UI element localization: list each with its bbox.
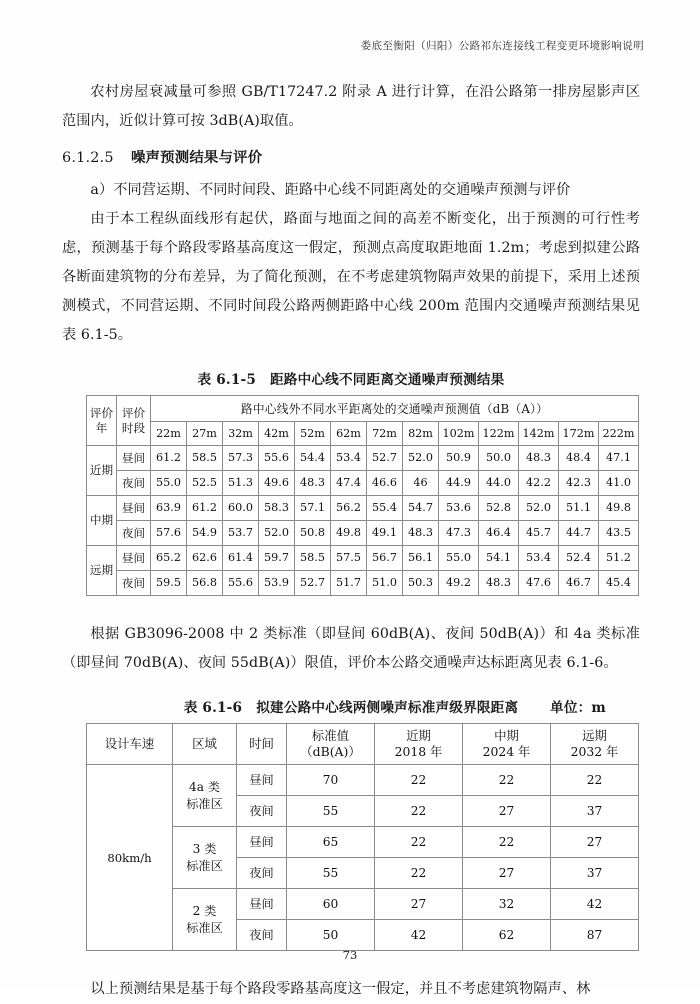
paragraph-rural-house-attenuation: 农村房屋衰减量可参照 GB/T17247.2 附录 A 进行计算，在沿公路第一排房屋影声区范围内，近似计算可按 3dB(A)取值。 bbox=[62, 84, 640, 129]
cell-standard: 55 bbox=[287, 858, 375, 889]
table-6-1-6-caption-wrap bbox=[62, 696, 640, 716]
cell-value: 44.0 bbox=[479, 471, 519, 496]
section-title: 噪声预测结果与评价 bbox=[130, 149, 263, 166]
cell-value: 44.7 bbox=[559, 521, 599, 546]
cell-value: 57.5 bbox=[331, 546, 367, 571]
header-distance-32m: 32m bbox=[223, 422, 259, 446]
cell-far: 42 bbox=[551, 889, 639, 920]
cell-value: 59.5 bbox=[151, 571, 187, 596]
cell-value: 58.5 bbox=[295, 546, 331, 571]
cell-value: 61.2 bbox=[187, 496, 223, 521]
cell-near: 22 bbox=[375, 858, 463, 889]
cell-far: 37 bbox=[551, 796, 639, 827]
cell-standard: 55 bbox=[287, 796, 375, 827]
cell-value: 52.5 bbox=[187, 471, 223, 496]
header-mid-term-line1: 中期 bbox=[494, 728, 519, 743]
cell-value: 53.4 bbox=[519, 546, 559, 571]
header-far-term bbox=[551, 724, 639, 765]
cell-value: 58.5 bbox=[187, 446, 223, 471]
cell-zone-2 bbox=[173, 889, 237, 951]
paragraph-item-a: a）不同营运期、不同时间段、距路中心线不同距离处的交通噪声预测与评价 bbox=[90, 182, 571, 198]
cell-value: 55.6 bbox=[259, 446, 295, 471]
header-distance-172m: 172m bbox=[559, 422, 599, 446]
header-distance-group: 路中心线外不同水平距离处的交通噪声预测值（dB（A）） bbox=[151, 396, 639, 422]
header-near-term-line1: 近期 bbox=[406, 728, 431, 743]
cell-value: 52.0 bbox=[519, 496, 559, 521]
header-distance-102m: 102m bbox=[439, 422, 479, 446]
cell-value: 51.0 bbox=[367, 571, 403, 596]
cell-year-far: 远期 bbox=[87, 546, 117, 596]
header-far-term-line1: 远期 bbox=[582, 728, 607, 743]
cell-value: 52.7 bbox=[367, 446, 403, 471]
paragraph-gb3096-standards: 根据 GB3096-2008 中 2 类标准（即昼间 60dB(A)、夜间 50dB(A)）和 4a 类标准（即昼间 70dB(A)、夜间 55dB(A)）限值，评价本公路交通噪声达标距离见表 6.1-6。 bbox=[62, 626, 640, 671]
cell-value: 54.9 bbox=[187, 521, 223, 546]
header-distance-52m: 52m bbox=[295, 422, 331, 446]
zone-4a-line1: 4a 类 bbox=[188, 779, 221, 794]
table-header-row bbox=[87, 724, 639, 765]
table-row bbox=[87, 571, 639, 596]
cell-value: 46 bbox=[403, 471, 439, 496]
header-far-term-year: 2032 年 bbox=[570, 744, 619, 759]
header-standard-value-line2: （dB(A)） bbox=[300, 744, 361, 759]
running-header: 娄底至衡阳（归阳）公路祁东连接线工程变更环境影响说明 bbox=[360, 40, 644, 52]
header-distance-82m: 82m bbox=[403, 422, 439, 446]
cell-value: 57.1 bbox=[295, 496, 331, 521]
zone-3-line1: 3 类 bbox=[192, 841, 217, 856]
cell-year-mid: 中期 bbox=[87, 496, 117, 546]
cell-period: 夜间 bbox=[117, 521, 151, 546]
cell-time: 夜间 bbox=[237, 796, 287, 827]
zone-4a-line2: 标准区 bbox=[186, 796, 223, 811]
cell-value: 63.9 bbox=[151, 496, 187, 521]
table-row bbox=[87, 765, 639, 796]
cell-value: 61.4 bbox=[223, 546, 259, 571]
cell-zone-4a bbox=[173, 765, 237, 827]
cell-value: 41.0 bbox=[599, 471, 639, 496]
cell-value: 52.0 bbox=[403, 446, 439, 471]
cell-value: 55.0 bbox=[439, 546, 479, 571]
header-time bbox=[237, 724, 287, 765]
header-evaluation-period: 评价时段 bbox=[117, 396, 151, 446]
cell-time: 昼间 bbox=[237, 889, 287, 920]
cell-value: 55.0 bbox=[151, 471, 187, 496]
table-row bbox=[87, 546, 639, 571]
section-number: 6.1.2.5 bbox=[62, 150, 114, 166]
header-distance-222m: 222m bbox=[599, 422, 639, 446]
cell-value: 55.6 bbox=[223, 571, 259, 596]
zone-3-line2: 标准区 bbox=[186, 858, 223, 873]
cell-value: 52.7 bbox=[295, 571, 331, 596]
cell-value: 58.3 bbox=[259, 496, 295, 521]
paragraph-prediction-assumptions: 由于本工程纵面线形有起伏，路面与地面之间的高差不断变化，出于预测的可行性考虑，预测基于每个路段零路基高度这一假定，预测点高度取距地面 1.2m；考虑到拟建公路各断面建筑物的分布差异，为了简化预测，在不考虑建筑物隔声效果的前提下，采用上述预测模式，不同营运期、不同时间段公路两侧距路中心线 200m 范围内交通噪声预测结果见表 6.1-5。 bbox=[62, 211, 640, 343]
cell-value: 51.3 bbox=[223, 471, 259, 496]
header-zone bbox=[173, 724, 237, 765]
cell-period: 夜间 bbox=[117, 571, 151, 596]
cell-value: 50.8 bbox=[295, 521, 331, 546]
header-design-speed-line1: 设计车速 bbox=[104, 736, 155, 751]
table-6-1-6-caption-title: 拟建公路中心线两侧噪声标准声级界限距离 bbox=[256, 700, 519, 716]
header-design-speed bbox=[87, 724, 173, 765]
cell-time: 昼间 bbox=[237, 827, 287, 858]
paragraph-closing-note: 以上预测结果是基于每个路段零路基高度这一假定，并且不考虑建筑物隔声、林 bbox=[90, 981, 591, 997]
cell-standard: 70 bbox=[287, 765, 375, 796]
table-noise-prediction-by-distance bbox=[86, 395, 639, 596]
cell-value: 54.4 bbox=[295, 446, 331, 471]
header-standard-value-line1: 标准值 bbox=[311, 728, 350, 743]
cell-standard: 50 bbox=[287, 920, 375, 951]
zone-2-line2: 标准区 bbox=[186, 920, 223, 935]
table-row bbox=[87, 471, 639, 496]
header-distance-72m: 72m bbox=[367, 422, 403, 446]
cell-value: 48.4 bbox=[559, 446, 599, 471]
cell-far: 27 bbox=[551, 827, 639, 858]
table-row bbox=[87, 446, 639, 471]
header-mid-term bbox=[463, 724, 551, 765]
table-header-row-distances bbox=[87, 422, 639, 446]
table-6-1-5-caption bbox=[62, 368, 640, 388]
cell-value: 53.7 bbox=[223, 521, 259, 546]
cell-mid: 27 bbox=[463, 796, 551, 827]
section-heading-6-1-2-5 bbox=[62, 144, 640, 172]
cell-value: 60.0 bbox=[223, 496, 259, 521]
cell-value: 46.6 bbox=[367, 471, 403, 496]
cell-mid: 27 bbox=[463, 858, 551, 889]
header-mid-term-year: 2024 年 bbox=[482, 744, 531, 759]
cell-mid: 32 bbox=[463, 889, 551, 920]
cell-value: 50.0 bbox=[479, 446, 519, 471]
cell-value: 45.7 bbox=[519, 521, 559, 546]
table-6-1-6-caption bbox=[62, 696, 640, 716]
cell-far: 22 bbox=[551, 765, 639, 796]
cell-value: 47.1 bbox=[599, 446, 639, 471]
cell-value: 54.1 bbox=[479, 546, 519, 571]
cell-near: 22 bbox=[375, 796, 463, 827]
cell-value: 45.4 bbox=[599, 571, 639, 596]
cell-value: 49.1 bbox=[367, 521, 403, 546]
header-evaluation-year: 评价年 bbox=[87, 396, 117, 446]
cell-value: 48.3 bbox=[403, 521, 439, 546]
cell-value: 43.5 bbox=[599, 521, 639, 546]
table-row bbox=[87, 496, 639, 521]
cell-near: 42 bbox=[375, 920, 463, 951]
header-distance-142m: 142m bbox=[519, 422, 559, 446]
cell-value: 51.2 bbox=[599, 546, 639, 571]
cell-value: 47.6 bbox=[519, 571, 559, 596]
table-6-1-5-caption-title: 距路中心线不同距离交通噪声预测结果 bbox=[269, 372, 505, 388]
header-distance-22m: 22m bbox=[151, 422, 187, 446]
cell-value: 57.3 bbox=[223, 446, 259, 471]
header-standard-value bbox=[287, 724, 375, 765]
page-number: 73 bbox=[342, 948, 358, 962]
cell-value: 52.4 bbox=[559, 546, 599, 571]
header-near-term bbox=[375, 724, 463, 765]
cell-value: 49.6 bbox=[259, 471, 295, 496]
cell-value: 48.3 bbox=[295, 471, 331, 496]
cell-value: 52.0 bbox=[259, 521, 295, 546]
cell-mid: 22 bbox=[463, 827, 551, 858]
cell-value: 57.6 bbox=[151, 521, 187, 546]
cell-near: 27 bbox=[375, 889, 463, 920]
cell-value: 53.9 bbox=[259, 571, 295, 596]
cell-value: 48.3 bbox=[519, 446, 559, 471]
cell-value: 53.4 bbox=[331, 446, 367, 471]
cell-time: 昼间 bbox=[237, 765, 287, 796]
cell-zone-3 bbox=[173, 827, 237, 889]
cell-mid: 22 bbox=[463, 765, 551, 796]
cell-value: 56.8 bbox=[187, 571, 223, 596]
cell-value: 48.3 bbox=[479, 571, 519, 596]
cell-value: 56.1 bbox=[403, 546, 439, 571]
cell-time: 夜间 bbox=[237, 858, 287, 889]
cell-period: 昼间 bbox=[117, 546, 151, 571]
cell-value: 49.2 bbox=[439, 571, 479, 596]
cell-design-speed: 80km/h bbox=[87, 765, 173, 951]
table-noise-limit-boundary-distance bbox=[86, 723, 639, 951]
cell-value: 49.8 bbox=[599, 496, 639, 521]
cell-time: 夜间 bbox=[237, 920, 287, 951]
cell-value: 46.4 bbox=[479, 521, 519, 546]
cell-value: 50.3 bbox=[403, 571, 439, 596]
cell-value: 53.6 bbox=[439, 496, 479, 521]
cell-value: 47.4 bbox=[331, 471, 367, 496]
cell-value: 65.2 bbox=[151, 546, 187, 571]
cell-value: 44.9 bbox=[439, 471, 479, 496]
cell-near: 22 bbox=[375, 765, 463, 796]
cell-far: 87 bbox=[551, 920, 639, 951]
cell-far: 37 bbox=[551, 858, 639, 889]
cell-value: 59.7 bbox=[259, 546, 295, 571]
cell-standard: 65 bbox=[287, 827, 375, 858]
header-time-line1: 时间 bbox=[249, 736, 274, 751]
cell-value: 46.7 bbox=[559, 571, 599, 596]
table-6-1-6-caption-number: 表 6.1-6 bbox=[183, 700, 243, 716]
cell-value: 42.3 bbox=[559, 471, 599, 496]
cell-value: 56.2 bbox=[331, 496, 367, 521]
cell-mid: 62 bbox=[463, 920, 551, 951]
header-distance-62m: 62m bbox=[331, 422, 367, 446]
table-6-1-5-caption-wrap bbox=[62, 368, 640, 388]
cell-value: 49.8 bbox=[331, 521, 367, 546]
zone-2-line1: 2 类 bbox=[192, 903, 217, 918]
cell-near: 22 bbox=[375, 827, 463, 858]
cell-standard: 60 bbox=[287, 889, 375, 920]
cell-value: 61.2 bbox=[151, 446, 187, 471]
header-distance-27m: 27m bbox=[187, 422, 223, 446]
cell-value: 52.8 bbox=[479, 496, 519, 521]
cell-value: 51.1 bbox=[559, 496, 599, 521]
cell-value: 55.4 bbox=[367, 496, 403, 521]
header-zone-line1: 区域 bbox=[192, 736, 217, 751]
table-6-1-5-caption-number: 表 6.1-5 bbox=[197, 372, 256, 388]
table-header-row-top bbox=[87, 396, 639, 422]
cell-value: 56.7 bbox=[367, 546, 403, 571]
cell-value: 42.2 bbox=[519, 471, 559, 496]
page-content bbox=[62, 78, 640, 1004]
header-near-term-year: 2018 年 bbox=[394, 744, 443, 759]
header-distance-122m: 122m bbox=[479, 422, 519, 446]
cell-period: 夜间 bbox=[117, 471, 151, 496]
cell-value: 47.3 bbox=[439, 521, 479, 546]
cell-period: 昼间 bbox=[117, 446, 151, 471]
cell-value: 50.9 bbox=[439, 446, 479, 471]
table-6-1-6-caption-unit: 单位：m bbox=[550, 700, 606, 716]
cell-value: 51.7 bbox=[331, 571, 367, 596]
header-distance-42m: 42m bbox=[259, 422, 295, 446]
cell-value: 54.7 bbox=[403, 496, 439, 521]
table-row bbox=[87, 521, 639, 546]
cell-period: 昼间 bbox=[117, 496, 151, 521]
cell-value: 62.6 bbox=[187, 546, 223, 571]
cell-year-near: 近期 bbox=[87, 446, 117, 496]
